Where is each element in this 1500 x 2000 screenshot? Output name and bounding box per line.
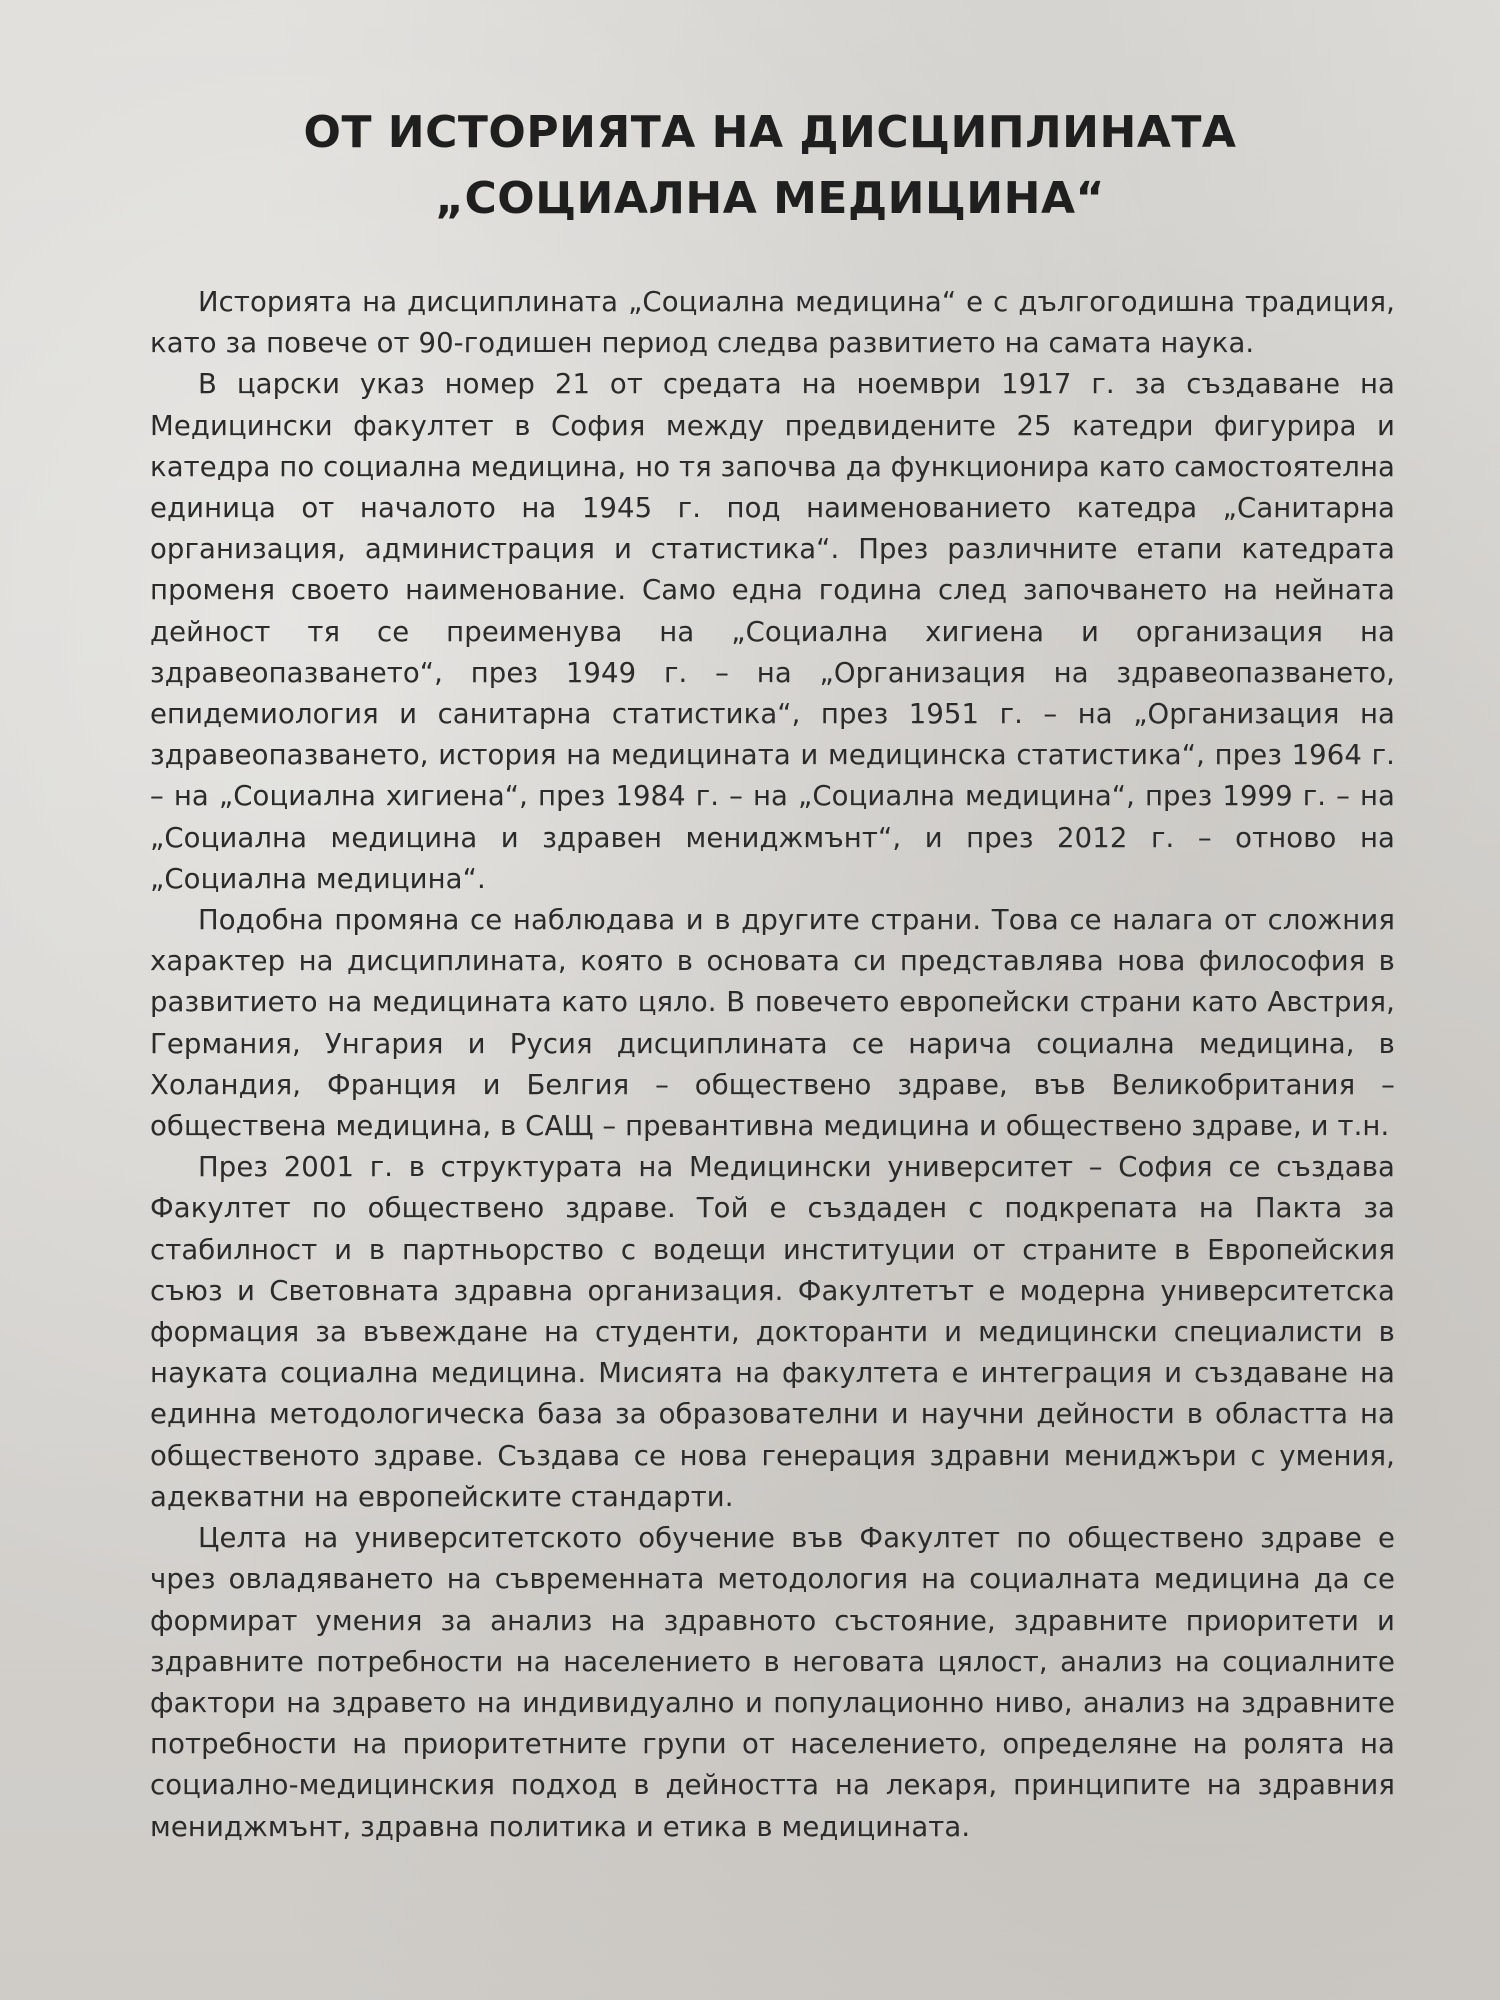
title-line-1: ОТ ИСТОРИЯТА НА ДИСЦИПЛИНАТА [303, 107, 1237, 158]
paragraph-3: Подобна промяна се наблюдава и в другите страни. Това се налага от сложния характер на дисциплината, която в основата си представлява нова философия в развитието на медицината като цяло. В повечето европейски страни като Австрия, Германия, Унгария и Русия дисциплината се нарича социална медицина, в Холандия, Франция и Белгия – обществено здраве, във Великобритания – обществена медицина, в САЩ – превантивна медицина и обществено здраве, и т.н. [150, 904, 1395, 1143]
title-line-2: „СОЦИАЛНА МЕДИЦИНА“ [435, 173, 1105, 224]
paragraph-2: В царски указ номер 21 от средата на ноември 1917 г. за създаване на Медицински факултет в София между предвидените 25 катедри фигурира и катедра по социална медицина, но тя започва да функционира като самостоятелна единица от началото на 1945 г. под наименованието катедра „Санитарна организация, администрация и статистика“. През различните етапи катедрата променя своето наименование. Само една година след започването на нейната дейност тя се преименува на „Социална хигиена и организация на здравеопазването“, през 1949 г. – на „Организация на здравеопазването, епидемиология и санитарна статистика“, през 1951 г. – на „Организация на здравеопазването, история на медицината и медицинска статистика“, през 1964 г. – на „Социална хигиена“, през 1984 г. – на „Социална медицина“, през 1999 г. – на „Социална медицина и здравен мениджмънт“, и през 2012 г. – отново на „Социална медицина“. [150, 368, 1395, 895]
paragraph-5: Целта на университетското обучение във Факултет по обществено здраве е чрез овладяването на съвременната методология на социалната медицина да се формират умения за анализ на здравното състояние, здравните приоритети и здравните потребности на населението в неговата цялост, анализ на социалните фактори на здравето на индивидуално и популационно ниво, анализ на здравните потребности на приоритетните групи от населението, определяне на ролята на социално-медицинския подход в дейността на лекаря, принципите на здравния мениджмънт, здравна политика и етика в медицината. [150, 1522, 1395, 1843]
body-text [150, 282, 1395, 1848]
paragraph-1: Историята на дисциплината „Социална медицина“ е с дългогодишна традиция, като за повече от 90-годишен период следва развитието на самата наука. [150, 286, 1395, 360]
paragraph-4: През 2001 г. в структурата на Медицински университет – София се създава Факултет по обществено здраве. Той е създаден с подкрепата на Пакта за стабилност и в партньорство с водещи институции от страните в Европейския съюз и Световната здравна организация. Факултетът е модерна университетска формация за въвеждане на студенти, докторанти и медицински специалисти в науката социална медицина. Мисията на факултета е интеграция и създаване на единна методологическа база за образователни и научни дейности в областта на общественото здраве. Създава се нова генерация здравни мениджъри с умения, адекватни на европейските стандарти. [150, 1151, 1395, 1513]
page-title [150, 100, 1390, 232]
